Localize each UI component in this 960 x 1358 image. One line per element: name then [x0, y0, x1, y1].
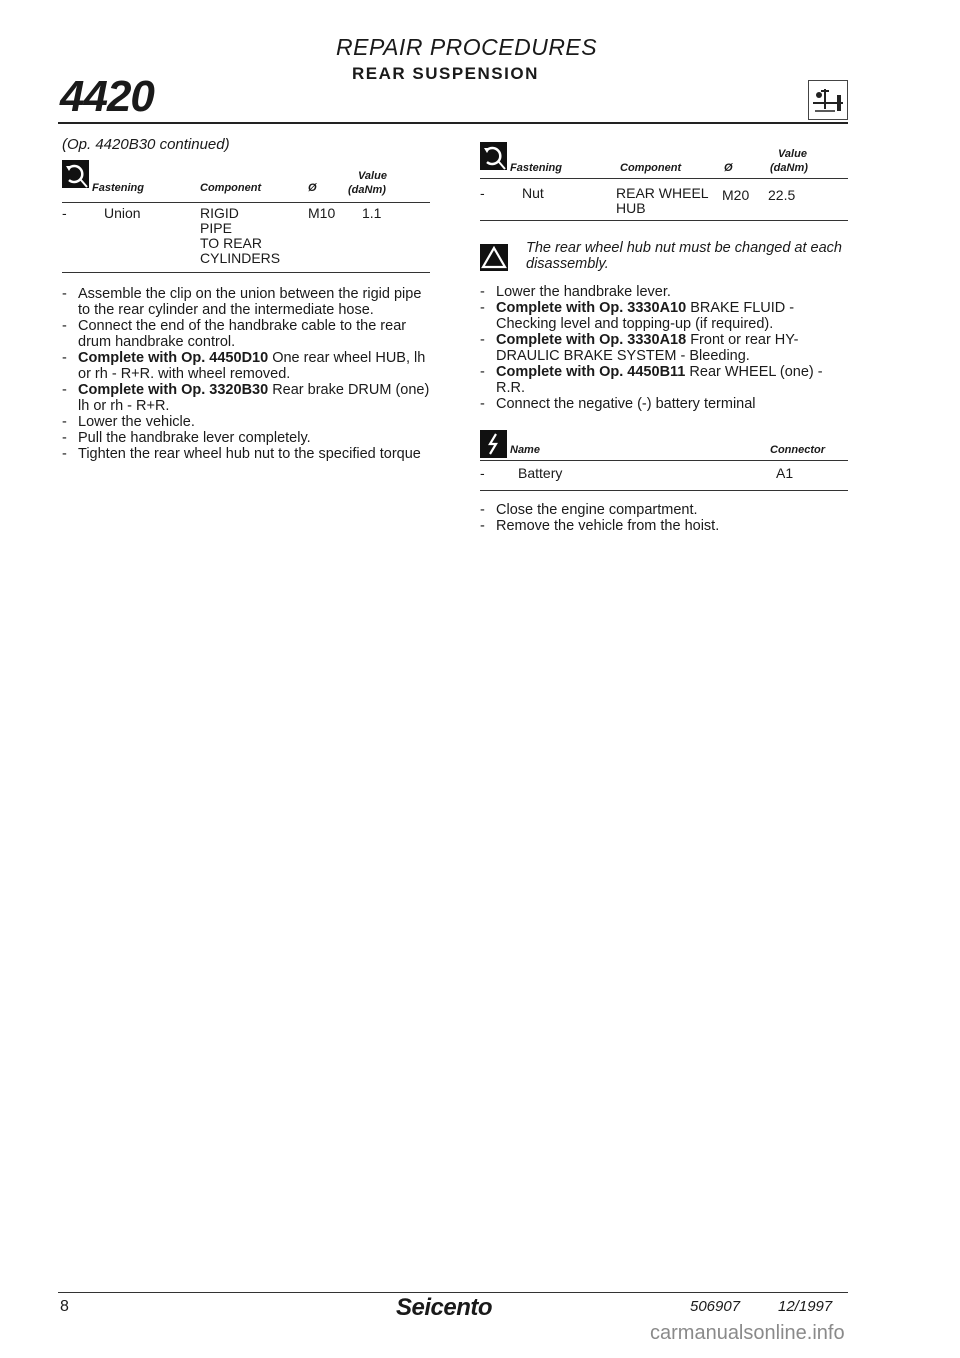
table-rule	[480, 220, 848, 221]
step-item: - Complete with Op. 3330A10 BRAKE FLUID - Checking level and topping-up (if required).	[480, 300, 846, 332]
step-item: - Close the engine compartment.	[480, 502, 846, 518]
row-fastening: Nut	[522, 185, 544, 201]
row-fastening: Union	[104, 205, 141, 221]
th-value-unit: (daNm)	[770, 162, 808, 174]
row-component	[616, 186, 709, 216]
right-steps-final	[480, 502, 846, 534]
step-item: - Complete with Op. 4450B11 Rear WHEEL (one) - R.R.	[480, 364, 846, 396]
th-fastening: Fastening	[92, 182, 144, 194]
row-value: 1.1	[362, 205, 382, 221]
right-steps	[480, 284, 846, 412]
watermark: carmanualsonline.info	[650, 1322, 845, 1344]
brand-logo: Seicento	[396, 1294, 493, 1321]
warning-triangle-icon	[480, 244, 508, 271]
th-component: Component	[620, 162, 682, 174]
row-diameter: M10	[308, 205, 336, 221]
table-rule	[480, 178, 848, 179]
th-fastening: Fastening	[510, 162, 562, 174]
step-item: - Lower the handbrake lever.	[480, 284, 846, 300]
th-value: Value	[778, 148, 807, 160]
header-title: REPAIR PROCEDURES	[336, 34, 598, 60]
row-connector: A1	[776, 465, 794, 481]
component-line: PIPE	[200, 220, 232, 236]
header-rule	[58, 122, 848, 124]
footer-rule	[58, 1292, 848, 1293]
step-item: - Complete with Op. 3330A18 Front or rear HY-DRAULIC BRAKE SYSTEM - Bleeding.	[480, 332, 846, 364]
table-rule	[62, 202, 430, 203]
row-value: 22.5	[768, 187, 796, 203]
step-item: - Connect the negative (-) battery terminal	[480, 396, 846, 412]
component-line: CYLINDERS	[200, 250, 281, 266]
doc-number: 4420	[60, 72, 154, 121]
th-value: Value	[358, 170, 387, 182]
left-steps	[62, 286, 430, 462]
th-connector: Connector	[770, 444, 825, 456]
step-item: - Remove the vehicle from the hoist.	[480, 518, 846, 534]
step-item: - Complete with Op. 4450D10 One rear wheel HUB, lh or rh - R+R. with wheel removed.	[62, 350, 430, 382]
step-item: - Assemble the clip on the union between the rigid pipe to the rear cylinder and the intermediate hose.	[62, 286, 430, 318]
step-item: - Complete with Op. 3320B30 Rear brake DRUM (one) lh or rh - R+R.	[62, 382, 430, 414]
component-line: HUB	[616, 200, 646, 216]
step-item: - Connect the end of the handbrake cable to the rear drum handbrake control.	[62, 318, 430, 350]
th-name: Name	[510, 444, 540, 456]
step-item: - Pull the handbrake lever completely.	[62, 430, 430, 446]
table-rule	[480, 490, 848, 491]
torque-wrench-icon	[480, 142, 507, 170]
component-line: REAR WHEEL	[616, 185, 709, 201]
th-diameter: Ø	[724, 162, 733, 174]
component-line: RIGID	[200, 205, 239, 221]
th-diameter: Ø	[308, 182, 317, 194]
table-rule	[480, 460, 848, 461]
electrical-icon	[480, 430, 507, 458]
page-number: 8	[60, 1298, 69, 1315]
row-component	[200, 206, 280, 266]
th-value-unit: (daNm)	[348, 184, 386, 196]
warning-text: The rear wheel hub nut must be changed at each disassembly.	[526, 240, 842, 272]
th-component: Component	[200, 182, 262, 194]
row-diameter: M20	[722, 187, 750, 203]
doc-code: 506907	[690, 1298, 741, 1315]
continued-note: (Op. 4420B30 continued)	[62, 136, 230, 153]
rear-suspension-icon	[808, 80, 848, 120]
component-line: TO REAR	[200, 235, 262, 251]
step-item: - Lower the vehicle.	[62, 414, 430, 430]
row-dash: -	[480, 465, 485, 481]
step-item: - Tighten the rear wheel hub nut to the specified torque	[62, 446, 430, 462]
table-rule	[62, 272, 430, 273]
row-name: Battery	[518, 465, 563, 481]
torque-wrench-icon	[62, 160, 89, 188]
header-subtitle: REAR SUSPENSION	[352, 64, 539, 83]
doc-date: 12/1997	[778, 1298, 833, 1315]
row-dash: -	[480, 185, 485, 201]
row-dash: -	[62, 205, 67, 221]
